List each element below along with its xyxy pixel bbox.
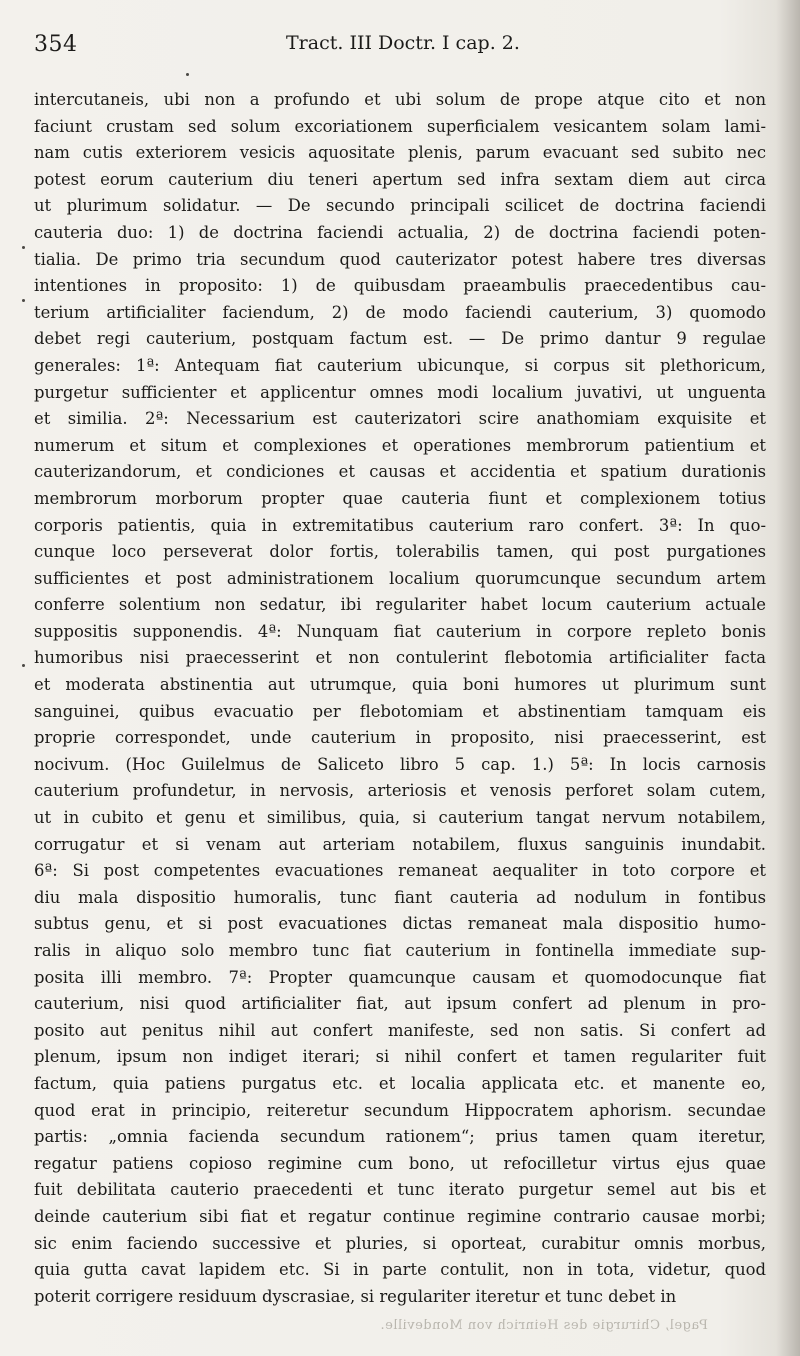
text-line: partis: „omnia facienda secundum rationem“; prius tamen quam iteretur, xyxy=(34,1127,766,1147)
text-line: ut in cubito et genu et similibus, quia, si cauterium tangat nervum notabilem, xyxy=(34,808,766,828)
text-line: et similia. 2ª: Necessarium est cauterizatori scire anathomiam exquisite et xyxy=(34,409,766,429)
text-line: conferre solentium non sedatur, ibi regulariter habet locum cauterium actuale xyxy=(34,595,766,615)
text-line: generales: 1ª: Antequam fiat cauterium ubicunque, si corpus sit plethoricum, xyxy=(34,355,766,375)
text-line: corporis patientis, quia in extremitatibus cauterium raro confert. 3ª: In quo- xyxy=(34,515,766,535)
text-line: cunque loco perseverat dolor fortis, tolerabilis tamen, qui post purgationes xyxy=(34,542,766,562)
text-line: terium artificialiter faciendum, 2) de modo faciendi cauterium, 3) quomodo xyxy=(34,302,766,322)
text-line: posita illi membro. 7ª: Propter quamcunque causam et quomodocunque fiat xyxy=(34,967,766,987)
text-line: intentiones in proposito: 1) de quibusdam praeambulis praecedentibus cau- xyxy=(34,276,766,296)
text-line: sanguinei, quibus evacuatio per flebotomiam et abstinentiam tamquam eis xyxy=(34,701,766,721)
text-line: quia gutta cavat lapidem etc. Si in parte contulit, non in tota, videtur, quod xyxy=(34,1260,766,1280)
text-line: tialia. De primo tria secundum quod cauterizator potest habere tres diversas xyxy=(34,249,766,269)
text-line: regatur patiens copioso regimine cum bono, ut refocilletur virtus ejus quae xyxy=(34,1153,766,1173)
text-line: corrugatur et si venam aut arteriam notabilem, fluxus sanguinis inundabit. xyxy=(34,834,766,854)
text-line: cauterium profundetur, in nervosis, arteriosis et venosis perforet solam cutem, xyxy=(34,781,766,801)
text-line: intercutaneis, ubi non a profundo et ubi solum de prope atque cito et non xyxy=(34,90,766,109)
text-line: deinde cauterium sibi fiat et regatur continue regimine contrario causae morbi; xyxy=(34,1206,766,1226)
text-line: humoribus nisi praecesserint et non contulerint flebotomia artificialiter facta xyxy=(34,648,766,668)
bleed-through-text: Pagel, Chirurgie des Heinrich von Mondeville. xyxy=(380,1318,708,1333)
text-line: plenum, ipsum non indiget iterari; si nihil confert et tamen regulariter fuit xyxy=(34,1047,766,1067)
text-line: et moderata abstinentia aut utrumque, quia boni humores ut plurimum sunt xyxy=(34,675,766,695)
text-line: proprie correspondet, unde cauterium in proposito, nisi praecesserint, est xyxy=(34,728,766,748)
text-line: poterit corrigere residuum dyscrasiae, si regulariter iteretur et tunc debet in xyxy=(34,1286,677,1306)
margin-dot xyxy=(186,73,189,76)
text-line: potest eorum cauterium diu teneri apertum sed infra sextam diem aut circa xyxy=(34,169,766,189)
text-line: quod erat in principio, reiteretur secundum Hippocratem aphorism. secundae xyxy=(34,1100,766,1120)
text-line: sufficientes et post administrationem localium quorumcunque secundum artem xyxy=(34,568,766,588)
text-line: cauterium, nisi quod artificialiter fiat, aut ipsum confert ad plenum in pro- xyxy=(34,994,766,1014)
text-line: cauteria duo: 1) de doctrina faciendi actualia, 2) de doctrina faciendi poten- xyxy=(34,222,766,242)
text-line: posito aut penitus nihil aut confert manifeste, sed non satis. Si confert ad xyxy=(34,1020,766,1040)
text-line: cauterizandorum, et condiciones et causas et accidentia et spatium durationis xyxy=(34,462,766,482)
text-line: nam cutis exteriorem vesicis aquositate plenis, parum evacuant sed subito nec xyxy=(34,143,766,163)
text-line: purgetur sufficienter et applicentur omnes modi localium juvativi, ut unguenta xyxy=(34,382,766,402)
text-line: sic enim faciendo successive et pluries, si oporteat, curabitur omnis morbus, xyxy=(34,1233,766,1253)
text-line: diu mala dispositio humoralis, tunc fiant cauteria ad nodulum in fontibus xyxy=(34,887,766,907)
text-line: ut plurimum solidatur. — De secundo principali scilicet de doctrina faciendi xyxy=(34,196,766,216)
text-line: debet regi cauterium, postquam factum est. — De primo dantur 9 regulae xyxy=(34,329,766,349)
running-head: Tract. III Doctr. I cap. 2. xyxy=(286,32,520,54)
text-line: membrorum morborum propter quae cauteria fiunt et complexionem totius xyxy=(34,488,766,508)
text-line: nocivum. (Hoc Guilelmus de Saliceto libro 5 cap. 1.) 5ª: In locis carnosis xyxy=(34,754,766,774)
text-line: 6ª: Si post competentes evacuationes remaneat aequaliter in toto corpore et xyxy=(34,861,766,881)
text-line: ralis in aliquo solo membro tunc fiat cauterium in fontinella immediate sup- xyxy=(34,941,766,960)
margin-dot xyxy=(22,664,25,667)
text-line: faciunt crustam sed solum excoriationem superficialem vesicantem solam lami- xyxy=(34,116,766,136)
text-line: factum, quia patiens purgatus etc. et localia applicata etc. et manente eo, xyxy=(34,1073,766,1093)
text-line: numerum et situm et complexiones et operationes membrorum patientium et xyxy=(34,435,766,455)
page-header xyxy=(34,32,774,66)
text-line: fuit debilitata cauterio praecedenti et tunc iterato purgetur semel aut bis et xyxy=(34,1180,766,1200)
margin-dot xyxy=(22,246,25,249)
page-number: 354 xyxy=(34,32,78,57)
text-line: subtus genu, et si post evacuationes dictas remaneat mala dispositio humo- xyxy=(34,914,766,934)
margin-dot xyxy=(22,299,25,302)
body-text xyxy=(34,87,766,1310)
text-line: suppositis supponendis. 4ª: Nunquam fiat cauterium in corpore repleto bonis xyxy=(34,621,766,641)
